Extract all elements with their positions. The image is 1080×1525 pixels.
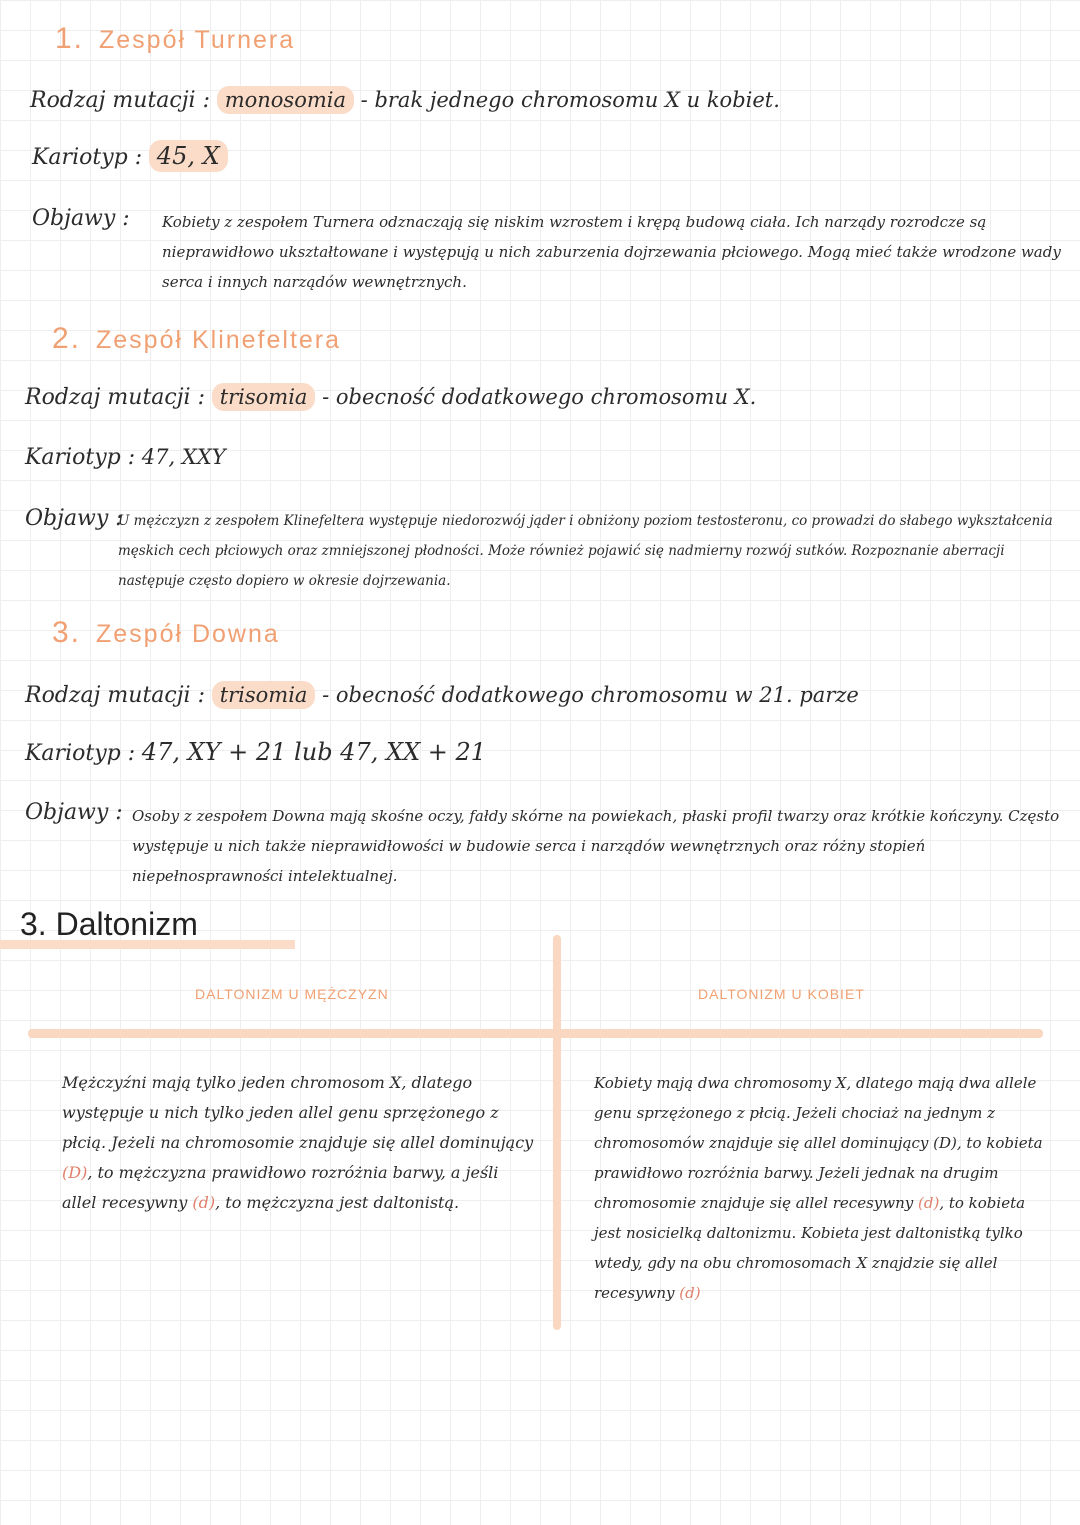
mutation-description: - obecność dodatkowego chromosomu w 21. parze	[322, 683, 859, 707]
vertical-divider	[553, 935, 561, 1330]
men-text-part: Mężczyźni mają tylko jeden chromosom X, dlatego występuje u nich tylko jeden allel genu sprzężonego z płcią. Jeżeli na chromosomie znajduje się allel dominujący	[62, 1073, 534, 1152]
klinefelter-symptoms-text: U mężczyzn z zespołem Klinefeltera występuje niedorozwój jąder i obniżony poziom testosteronu, co prowadzi do słabego wykształcenia męskich cech płciowych oraz zmniejszonej płodności. Może również pojawić się nadmierny rozwój sutków. Rozpoznanie aberracji następuje często dopiero w okresie dojrzewania.	[118, 513, 1053, 589]
column-heading-men: DALTONIZM U MĘŻCZYZN	[195, 986, 389, 1002]
mutation-type-highlight: trisomia	[212, 681, 316, 709]
section-title: Zespół Downa	[95, 620, 280, 648]
mutation-description: - brak jednego chromosomu X u kobiet.	[360, 88, 780, 112]
down-symptoms-text: Osoby z zespołem Downa mają skośne oczy, fałdy skórne na powiekach, płaski profil twarzy oraz krótkie kończyny. Często występuje u nich także nieprawidłowości w budowie serca i narządów wewnętrznych oraz różny stopień niepełnosprawności intelektualnej.	[132, 807, 1060, 885]
column-heading-women: DALTONIZM U KOBIET	[698, 986, 865, 1002]
symptoms-label: Objawy :	[32, 206, 130, 231]
karyotype-value: 45, X	[149, 140, 228, 172]
symptoms-label: Objawy :	[25, 506, 123, 531]
mutation-label: Rodzaj mutacji :	[25, 385, 205, 410]
horizontal-divider	[28, 1029, 1043, 1038]
section-number: 3.	[52, 616, 82, 649]
column-text-men	[62, 1068, 537, 1218]
dominant-allele-marker: (D)	[62, 1163, 88, 1182]
women-text-part: , to kobieta jest nosicielką daltonizmu. Kobieta jest daltonistką tylko wtedy, gdy na obu chromosomach X znajdzie się allel recesywny	[594, 1194, 1026, 1302]
recessive-allele-marker: (d)	[192, 1193, 216, 1212]
column-text-women	[594, 1068, 1049, 1308]
mutation-label: Rodzaj mutacji :	[25, 683, 205, 708]
karyotype-value: 47, XY + 21 lub 47, XX + 21	[141, 738, 487, 766]
section-title: Zespół Klinefeltera	[95, 326, 342, 354]
section-number: 1.	[55, 22, 85, 55]
section-heading-down	[52, 616, 280, 650]
section-heading-klinefelter	[52, 322, 341, 356]
section-number: 2.	[52, 322, 82, 355]
klinefelter-mutation-row	[25, 385, 756, 410]
down-mutation-row	[25, 683, 859, 708]
recessive-allele-marker: (d)	[679, 1284, 701, 1302]
recessive-allele-marker: (d)	[918, 1194, 940, 1212]
symptoms-label: Objawy :	[25, 800, 123, 825]
men-text-part: , to mężczyzna prawidłowo rozróżnia barwy, a jeśli allel recesywny	[62, 1163, 499, 1212]
section-title: Zespół Turnera	[98, 26, 296, 54]
mutation-type-highlight: trisomia	[212, 383, 316, 411]
men-text-part: , to mężczyzna jest daltonistą.	[215, 1193, 460, 1212]
daltonism-title: 3. Daltonizm	[20, 906, 198, 942]
down-karyotype-row	[25, 738, 486, 766]
mutation-type-highlight: monosomia	[217, 86, 354, 114]
karyotype-label: Kariotyp :	[32, 145, 143, 170]
karyotype-label: Kariotyp :	[25, 445, 136, 470]
turner-karyotype-row	[32, 142, 228, 170]
turner-symptoms-text: Kobiety z zespołem Turnera odznaczają się niskim wzrostem i krępą budową ciała. Ich narządy rozrodcze są nieprawidłowo ukształtowane i występują u nich zaburzenia dojrzewania płciowego. Mogą mieć także wrodzone wady serca i innych narządów wewnętrznych.	[162, 213, 1061, 291]
klinefelter-karyotype-row	[25, 445, 226, 470]
section-heading-turner	[55, 22, 295, 56]
mutation-label: Rodzaj mutacji :	[30, 88, 210, 113]
turner-mutation-row	[30, 88, 780, 113]
women-text-part: Kobiety mają dwa chromosomy X, dlatego mają dwa allele genu sprzężonego z płcią. Jeżeli chociaż na jednym z chromosomów znajduje się allel dominujący (D), to kobieta prawidłowo rozróżnia barwy. Jeżeli jednak na drugim chromosomie znajduje się allel recesywny	[594, 1074, 1043, 1212]
karyotype-value: 47, XXY	[141, 445, 226, 469]
mutation-description: - obecność dodatkowego chromosomu X.	[322, 385, 757, 409]
karyotype-label: Kariotyp :	[25, 741, 136, 766]
